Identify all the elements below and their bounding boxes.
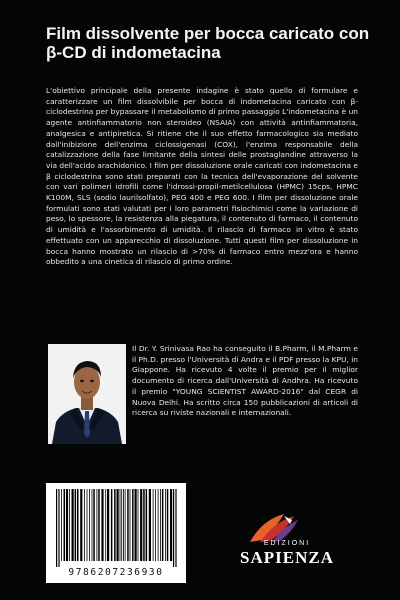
book-abstract: L'obiettivo principale della presente indagine è stato quello di formulare e caratterizzare un film dissolvibile per bocca di indometacina caricato con β-ciclodestrina per bypassare il metabolismo di primo passaggio L'indometacina è un agente antinfiammatorio non steroideo (NSAIA) con attività antinfiammatoria, analgesica e antipiretica. Si ritiene che il suo effetto farmacologico sia mediato dall'inibizione dell'enzima ciclossigenasi (COX), l'enzima responsabile della catalizzazione della fase limitante della sintesi delle prostaglandine attraverso la via dell'acido arachidonico. I film per dissoluzione orale caricati con indometacina e β ciclodestrina sono stati preparati con la tecnica dell'evaporazione del solvente con vari polimeri idrofili come l'idrossi-propil-metilcellulosa (HPMC) 15cps, HPMC K100M, SLS (sodio laurilsolfato), PEG 400 e PEG 600. I film per dissoluzione orale formulati sono stati valutati per i loro parametri fisiochimici come la variazione di peso, lo spessore, la resistenza alla piegatura, il contenuto di farmaco, il contenuto di umidità e l'assorbimento di umidità. Il rilascio di farmaco in vitro è stato effettuato con un apparecchio di dissoluzione. Tutti questi film per dissoluzione in bocca hanno mostrato un rilascio di >70% di farmaco entro mezz'ora e hanno obbedito a una cinetica di rilascio di primo ordine. [46, 86, 358, 267]
author-bio: Il Dr. Y. Srinivasa Rao ha conseguito il B.Pharm, il M.Pharm e il Ph.D. presso l'Università di Andra e il PDF presso la KPU, in Giappone. Ha ricevuto 4 volte il premio per il miglior documento di ricerca dall'Università di Andhra. Ha ricevuto il premio "YOUNG SCIENTIST AWARD-2016" dal CEGR di Nuova Delhi. Ha scritto circa 150 pubblicazioni di articoli di ricerca su riviste nazionali e internazionali. [132, 344, 358, 418]
publisher-name: SAPIENZA [240, 548, 334, 567]
author-photo [48, 344, 126, 444]
author-portrait-image [48, 344, 126, 444]
publisher-logo [232, 510, 342, 580]
isbn-number: 9786207236930 [68, 567, 164, 578]
isbn-barcode [46, 483, 186, 583]
publisher-imprint: EDIZIONI [263, 540, 311, 547]
barcode-bars [46, 483, 186, 567]
book-title: Film dissolvente per bocca caricato con β-CD di indometacina [46, 24, 370, 62]
feather-icon [232, 510, 342, 544]
